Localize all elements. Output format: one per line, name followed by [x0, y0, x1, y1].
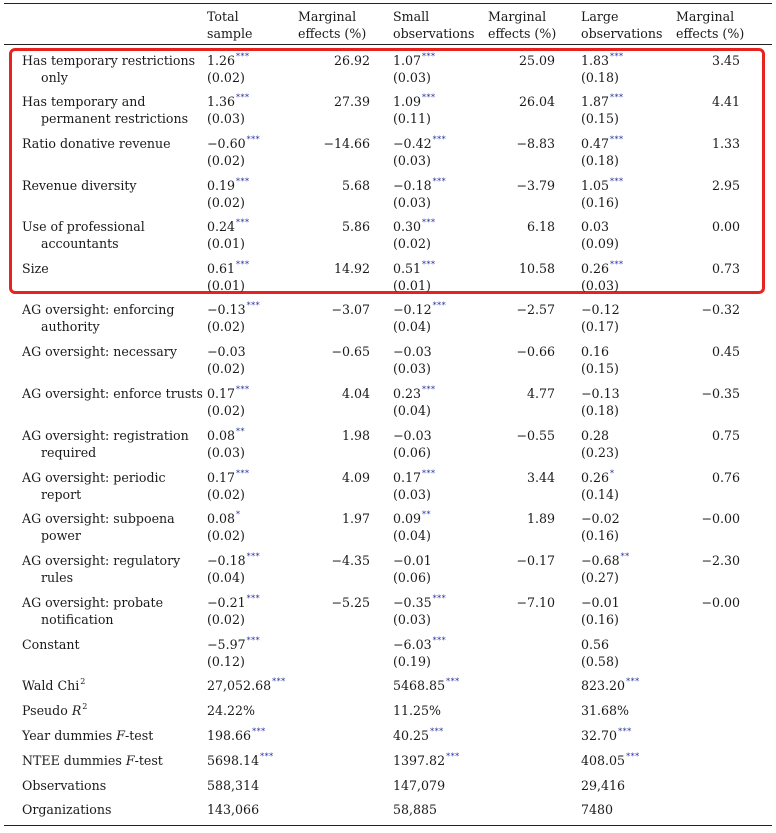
standard-error-cell: (0.02) — [207, 487, 245, 502]
stat-cell — [393, 777, 445, 794]
significance-stars: *** — [422, 93, 436, 102]
coefficient-cell-value: 0.23 — [393, 386, 422, 401]
row-label: Use of professional — [22, 219, 145, 234]
row-label: accountants — [41, 236, 119, 251]
significance-stars: *** — [236, 218, 250, 227]
marginal-effect-cell: −14.66 — [323, 136, 370, 151]
marginal-effect-cell: −7.10 — [516, 595, 555, 610]
standard-error-cell: (0.11) — [393, 111, 431, 126]
stat-cell — [207, 677, 286, 696]
marginal-effect-cell: 0.00 — [711, 219, 740, 234]
highlight-box — [9, 48, 765, 294]
stat-cell — [581, 801, 613, 818]
significance-stars: *** — [236, 177, 250, 186]
coefficient-cell-value: 0.08 — [207, 511, 236, 526]
coefficient-cell-value: −0.68 — [581, 553, 620, 568]
marginal-effect-cell: 5.86 — [341, 219, 370, 234]
stat-label: Observations — [22, 778, 107, 793]
standard-error-cell: (0.04) — [393, 528, 431, 543]
stat-cell-value: 5468.85 — [393, 678, 446, 693]
stat-cell — [581, 752, 640, 771]
coefficient-cell-value: −0.18 — [393, 178, 432, 193]
significance-stars: *** — [626, 752, 640, 761]
significance-stars: *** — [246, 594, 261, 603]
significance-stars: *** — [246, 552, 261, 561]
marginal-effect-cell: 0.76 — [711, 470, 740, 485]
stat-cell — [393, 752, 460, 771]
standard-error-cell: (0.02) — [207, 153, 245, 168]
significance-stars: *** — [422, 52, 436, 61]
marginal-effect-cell: 10.58 — [518, 261, 555, 276]
coefficient-cell-value: −0.60 — [207, 136, 246, 151]
row-label: AG oversight: subpoena — [22, 511, 175, 526]
stat-cell-value: 31.68% — [581, 703, 630, 718]
stat-cell-value: 7480 — [581, 802, 614, 817]
standard-error-cell: (0.09) — [581, 236, 619, 251]
significance-stars: *** — [246, 301, 261, 310]
coefficient-cell-value: 0.19 — [207, 178, 236, 193]
stat-cell-value: 27,052.68 — [207, 678, 272, 693]
marginal-effect-cell: −0.55 — [516, 428, 555, 443]
coefficient-cell-value: 1.83 — [581, 53, 610, 68]
coefficient-cell-value: 0.09 — [393, 511, 422, 526]
standard-error-cell: (0.16) — [581, 195, 619, 210]
standard-error-cell: (0.03) — [393, 487, 431, 502]
stat-cell — [581, 727, 632, 746]
marginal-effect-cell: 6.18 — [526, 219, 555, 234]
standard-error-cell: (0.03) — [393, 195, 431, 210]
marginal-effect-cell: −0.17 — [516, 553, 555, 568]
marginal-effect-cell: 4.09 — [341, 470, 370, 485]
standard-error-cell: (0.17) — [581, 319, 619, 334]
stat-cell-value: 29,416 — [581, 778, 626, 793]
marginal-effect-cell: 3.44 — [526, 470, 555, 485]
top-rule — [4, 3, 772, 4]
marginal-effect-cell: −0.32 — [701, 302, 740, 317]
standard-error-cell: (0.16) — [581, 612, 619, 627]
significance-stars: *** — [432, 636, 447, 645]
coefficient-cell-value: −0.35 — [393, 595, 432, 610]
marginal-effect-cell: 0.73 — [711, 261, 740, 276]
significance-stars: *** — [422, 218, 436, 227]
row-label: notification — [41, 612, 114, 627]
row-label: AG oversight: necessary — [22, 344, 177, 359]
significance-stars: *** — [430, 727, 444, 736]
standard-error-cell: (0.18) — [581, 70, 619, 85]
stat-cell — [207, 801, 259, 818]
significance-stars: *** — [236, 385, 250, 394]
significance-stars: ** — [620, 552, 630, 561]
marginal-effect-cell: 4.04 — [341, 386, 370, 401]
standard-error-cell: (0.06) — [393, 445, 431, 460]
header-rule — [4, 44, 772, 45]
coefficient-cell-value: −6.03 — [393, 637, 432, 652]
coefficient-cell-value: −0.02 — [581, 511, 620, 526]
marginal-effect-cell: 2.95 — [711, 178, 740, 193]
standard-error-cell: (0.04) — [207, 570, 245, 585]
coefficient-cell-value: 0.17 — [393, 470, 422, 485]
coefficient-cell-value: −0.03 — [207, 344, 246, 359]
significance-stars: *** — [432, 135, 447, 144]
row-label: AG oversight: periodic — [22, 470, 166, 485]
standard-error-cell: (0.03) — [393, 361, 431, 376]
standard-error-cell: (0.01) — [207, 236, 245, 251]
stat-cell-value: 40.25 — [393, 728, 430, 743]
significance-stars: *** — [236, 260, 250, 269]
column-header-line1: Marginal — [298, 9, 357, 24]
coefficient-cell-value: 0.24 — [207, 219, 236, 234]
significance-stars: *** — [610, 177, 624, 186]
significance-stars: *** — [610, 135, 624, 144]
row-label: Ratio donative revenue — [22, 136, 171, 151]
marginal-effect-cell: −4.35 — [331, 553, 370, 568]
significance-stars: *** — [422, 260, 436, 269]
standard-error-cell: (0.04) — [393, 403, 431, 418]
coefficient-cell-value: −0.18 — [207, 553, 246, 568]
row-label: only — [41, 70, 68, 85]
row-label: permanent restrictions — [41, 111, 189, 126]
stat-cell — [581, 677, 640, 696]
bottom-rule — [4, 825, 772, 826]
coefficient-cell-value: 1.07 — [393, 53, 422, 68]
standard-error-cell: (0.01) — [393, 278, 431, 293]
coefficient-cell-value: −0.13 — [207, 302, 246, 317]
coefficient-cell — [581, 636, 609, 653]
coefficient-cell — [581, 343, 609, 360]
marginal-effect-cell: 4.77 — [526, 386, 555, 401]
significance-stars: *** — [272, 677, 286, 686]
column-header-line2: sample — [207, 26, 253, 41]
coefficient-cell-value: 0.08 — [207, 428, 236, 443]
column-header-line2: observations — [393, 26, 475, 41]
stat-cell-value: 11.25% — [393, 703, 442, 718]
row-label: AG oversight: probate — [22, 595, 164, 610]
marginal-effect-cell: −3.79 — [516, 178, 555, 193]
coefficient-cell — [581, 594, 620, 611]
significance-stars: *** — [236, 52, 250, 61]
coefficient-cell-value: 0.26 — [581, 261, 610, 276]
marginal-effect-cell: −0.35 — [701, 386, 740, 401]
stat-cell — [207, 752, 274, 771]
standard-error-cell: (0.03) — [393, 70, 431, 85]
coefficient-cell-value: 0.47 — [581, 136, 610, 151]
coefficient-cell-value: 0.26 — [581, 470, 610, 485]
standard-error-cell: (0.03) — [393, 612, 431, 627]
stat-cell — [207, 727, 266, 746]
stat-cell-value: 5698.14 — [207, 753, 260, 768]
marginal-effect-cell: 4.41 — [711, 94, 740, 109]
standard-error-cell: (0.02) — [207, 528, 245, 543]
coefficient-cell — [393, 343, 432, 360]
standard-error-cell: (0.06) — [393, 570, 431, 585]
coefficient-cell — [581, 218, 609, 235]
standard-error-cell: (0.18) — [581, 153, 619, 168]
standard-error-cell: (0.02) — [207, 403, 245, 418]
coefficient-cell-value: 0.56 — [581, 637, 610, 652]
row-label: Has temporary and — [22, 94, 146, 109]
stat-label: Pseudo $R^2$ — [22, 702, 88, 718]
coefficient-cell-value: −0.03 — [393, 344, 432, 359]
marginal-effect-cell: 0.45 — [711, 344, 740, 359]
marginal-effect-cell: 1.89 — [526, 511, 555, 526]
row-label: required — [41, 445, 97, 460]
stat-cell — [393, 727, 444, 746]
standard-error-cell: (0.04) — [393, 319, 431, 334]
stat-cell-value: 147,079 — [393, 778, 446, 793]
coefficient-cell-value: 1.05 — [581, 178, 610, 193]
stat-label: Wald Chi$^2$ — [22, 677, 86, 693]
significance-stars: *** — [246, 636, 261, 645]
marginal-effect-cell: −0.65 — [331, 344, 370, 359]
standard-error-cell: (0.03) — [207, 111, 245, 126]
stat-cell-value: 32.70 — [581, 728, 618, 743]
significance-stars: ** — [422, 510, 432, 519]
row-label: AG oversight: enforce trusts — [22, 386, 203, 401]
marginal-effect-cell: 0.75 — [711, 428, 740, 443]
significance-stars: *** — [236, 93, 250, 102]
coefficient-cell — [207, 343, 246, 360]
stat-cell — [207, 777, 259, 794]
stat-label: Organizations — [22, 802, 112, 817]
marginal-effect-cell: 26.04 — [518, 94, 555, 109]
significance-stars: *** — [610, 93, 624, 102]
standard-error-cell: (0.03) — [581, 278, 619, 293]
coefficient-cell-value: 1.36 — [207, 94, 236, 109]
significance-stars: *** — [626, 677, 640, 686]
standard-error-cell: (0.01) — [207, 278, 245, 293]
significance-stars: *** — [610, 52, 624, 61]
marginal-effect-cell: −2.57 — [516, 302, 555, 317]
significance-stars: *** — [610, 260, 624, 269]
coefficient-cell-value: 0.30 — [393, 219, 422, 234]
marginal-effect-cell: 1.33 — [711, 136, 740, 151]
stat-cell — [393, 702, 441, 719]
coefficient-cell-value: −0.13 — [581, 386, 620, 401]
standard-error-cell: (0.16) — [581, 528, 619, 543]
marginal-effect-cell: 27.39 — [333, 94, 370, 109]
stat-label: NTEE dummies F-test — [22, 753, 163, 768]
standard-error-cell: (0.03) — [393, 153, 431, 168]
coefficient-cell-value: −0.01 — [581, 595, 620, 610]
row-label: Size — [22, 261, 49, 276]
row-label: Constant — [22, 637, 80, 652]
row-label: report — [41, 487, 82, 502]
significance-stars: *** — [422, 469, 436, 478]
coefficient-cell — [581, 427, 609, 444]
stat-cell-value: 408.05 — [581, 753, 626, 768]
coefficient-cell-value: 0.61 — [207, 261, 236, 276]
significance-stars: *** — [422, 385, 436, 394]
column-header-line2: effects (%) — [676, 26, 745, 41]
standard-error-cell: (0.18) — [581, 403, 619, 418]
coefficient-cell-value: 0.17 — [207, 470, 236, 485]
coefficient-cell-value: 0.51 — [393, 261, 422, 276]
row-label: Has temporary restrictions — [22, 53, 196, 68]
standard-error-cell: (0.15) — [581, 361, 619, 376]
stat-cell-value: 198.66 — [207, 728, 252, 743]
significance-stars: *** — [446, 752, 460, 761]
marginal-effect-cell: 25.09 — [518, 53, 555, 68]
coefficient-cell-value: −0.03 — [393, 428, 432, 443]
coefficient-cell — [581, 385, 620, 402]
significance-stars: *** — [432, 177, 447, 186]
standard-error-cell: (0.14) — [581, 487, 619, 502]
coefficient-cell-value: 0.28 — [581, 428, 610, 443]
column-header-line1: Total — [207, 9, 239, 24]
stat-label: Year dummies F-test — [22, 728, 154, 743]
column-header-line2: effects (%) — [298, 26, 367, 41]
stat-cell-value: 24.22% — [207, 703, 256, 718]
column-header-line1: Marginal — [488, 9, 547, 24]
column-header-line1: Large — [581, 9, 619, 24]
coefficient-cell-value: −5.97 — [207, 637, 246, 652]
stat-cell-value: 823.20 — [581, 678, 626, 693]
marginal-effect-cell: 26.92 — [333, 53, 370, 68]
standard-error-cell: (0.15) — [581, 111, 619, 126]
standard-error-cell: (0.02) — [207, 319, 245, 334]
significance-stars: * — [610, 469, 615, 478]
standard-error-cell: (0.03) — [207, 445, 245, 460]
coefficient-cell-value: 0.03 — [581, 219, 610, 234]
column-header-line2: effects (%) — [488, 26, 557, 41]
coefficient-cell-value: −0.42 — [393, 136, 432, 151]
marginal-effect-cell: 1.97 — [341, 511, 370, 526]
coefficient-cell — [581, 510, 620, 527]
significance-stars: *** — [236, 469, 250, 478]
marginal-effect-cell: 1.98 — [341, 428, 370, 443]
significance-stars: * — [236, 510, 241, 519]
standard-error-cell: (0.58) — [581, 654, 619, 669]
standard-error-cell: (0.19) — [393, 654, 431, 669]
stat-cell-value: 1397.82 — [393, 753, 446, 768]
significance-stars: *** — [618, 727, 632, 736]
stat-cell — [581, 777, 625, 794]
coefficient-cell-value: 0.16 — [581, 344, 610, 359]
row-label: Revenue diversity — [22, 178, 137, 193]
column-header-line1: Marginal — [676, 9, 735, 24]
row-label: AG oversight: regulatory — [22, 553, 181, 568]
marginal-effect-cell: 14.92 — [333, 261, 370, 276]
marginal-effect-cell: −0.00 — [701, 511, 740, 526]
column-header-line2: observations — [581, 26, 663, 41]
coefficient-cell-value: −0.21 — [207, 595, 246, 610]
standard-error-cell: (0.02) — [207, 612, 245, 627]
significance-stars: *** — [432, 301, 447, 310]
stat-cell-value: 58,885 — [393, 802, 438, 817]
stat-cell — [393, 677, 460, 696]
column-header-line1: Small — [393, 9, 430, 24]
row-label: AG oversight: enforcing — [22, 302, 175, 317]
coefficient-cell-value: 1.87 — [581, 94, 610, 109]
coefficient-cell-value: 1.09 — [393, 94, 422, 109]
standard-error-cell: (0.02) — [207, 195, 245, 210]
standard-error-cell: (0.02) — [207, 361, 245, 376]
significance-stars: *** — [446, 677, 460, 686]
marginal-effect-cell: −0.00 — [701, 595, 740, 610]
significance-stars: *** — [252, 727, 266, 736]
coefficient-cell-value: 0.17 — [207, 386, 236, 401]
marginal-effect-cell: 5.68 — [341, 178, 370, 193]
stat-cell — [393, 801, 437, 818]
marginal-effect-cell: −3.07 — [331, 302, 370, 317]
row-label: AG oversight: registration — [22, 428, 189, 443]
coefficient-cell — [393, 427, 432, 444]
standard-error-cell: (0.12) — [207, 654, 245, 669]
standard-error-cell: (0.02) — [393, 236, 431, 251]
row-label: rules — [41, 570, 74, 585]
stat-cell — [581, 702, 629, 719]
standard-error-cell: (0.27) — [581, 570, 619, 585]
coefficient-cell — [581, 301, 620, 318]
row-label: authority — [41, 319, 100, 334]
marginal-effect-cell: −2.30 — [701, 553, 740, 568]
significance-stars: *** — [260, 752, 274, 761]
coefficient-cell-value: −0.12 — [393, 302, 432, 317]
marginal-effect-cell: −8.83 — [516, 136, 555, 151]
stat-cell — [207, 702, 255, 719]
marginal-effect-cell: 3.45 — [711, 53, 740, 68]
standard-error-cell: (0.23) — [581, 445, 619, 460]
coefficient-cell-value: −0.01 — [393, 553, 432, 568]
significance-stars: *** — [432, 594, 447, 603]
row-label: power — [41, 528, 81, 543]
stat-cell-value: 143,066 — [207, 802, 260, 817]
coefficient-cell-value: −0.12 — [581, 302, 620, 317]
significance-stars: ** — [236, 427, 246, 436]
standard-error-cell: (0.02) — [207, 70, 245, 85]
coefficient-cell-value: 1.26 — [207, 53, 236, 68]
stat-cell-value: 588,314 — [207, 778, 260, 793]
coefficient-cell — [393, 552, 432, 569]
marginal-effect-cell: −5.25 — [331, 595, 370, 610]
marginal-effect-cell: −0.66 — [516, 344, 555, 359]
significance-stars: *** — [246, 135, 261, 144]
